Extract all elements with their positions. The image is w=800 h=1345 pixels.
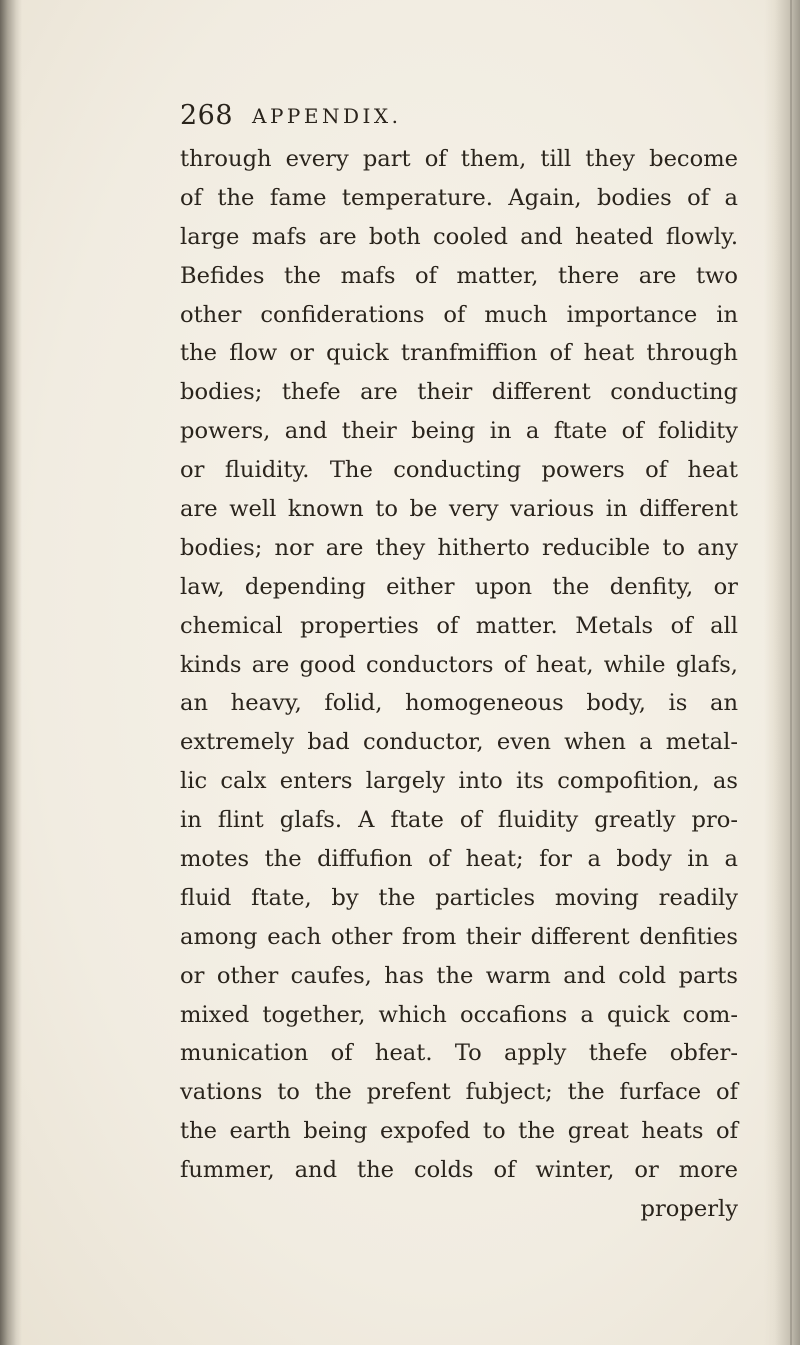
text-line: mixed together, which occafions a quick com- (180, 1001, 738, 1028)
text-line: large mafs are both cooled and heated flowly. (180, 223, 738, 250)
text-line: bodies; nor are they hitherto reducible to any (180, 534, 738, 561)
text-line: through every part of them, till they become (180, 146, 738, 172)
text-line: bodies; thefe are their different conducting (180, 379, 738, 406)
text-line: extremely bad conductor, even when a metal- (180, 729, 738, 756)
text-line: law, depending either upon the denfity, or (180, 573, 738, 600)
text-line: of the fame temperature. Again, bodies of a (180, 184, 738, 211)
text-line: motes the diffufion of heat; for a body in a (180, 846, 738, 873)
page-number: 268 (180, 100, 234, 131)
text-line: fummer, and the colds of winter, or more (180, 1157, 738, 1184)
text-line: lic calx enters largely into its compofition, as (180, 768, 738, 795)
page-header (180, 100, 740, 140)
text-line: in flint glafs. A ftate of fluidity greatly pro- (180, 807, 738, 834)
page-edge-shadow (764, 0, 800, 1345)
text-line: an heavy, folid, homogeneous body, is an (180, 690, 738, 717)
text-line: other confiderations of much importance in (180, 301, 738, 328)
text-line: or fluidity. The conducting powers of heat (180, 457, 738, 484)
text-line: are well known to be very various in different (180, 496, 738, 523)
text-line: kinds are good conductors of heat, while glafs, (180, 651, 738, 678)
catchword: properly (640, 1196, 738, 1223)
text-line: vations to the prefent fubject; the furface of (180, 1079, 738, 1106)
running-head: APPENDIX. (252, 104, 402, 128)
page-edge-line (790, 0, 792, 1345)
text-line: the earth being expofed to the great heats of (180, 1118, 738, 1145)
text-line: powers, and their being in a ftate of folidity (180, 418, 738, 445)
text-line: the flow or quick tranfmiffion of heat through (180, 340, 738, 367)
binding-shadow (0, 0, 22, 1345)
body-text (180, 140, 738, 1310)
text-line: Befides the mafs of matter, there are two (180, 262, 738, 289)
text-line: munication of heat. To apply thefe obfer- (180, 1040, 738, 1067)
text-line: chemical properties of matter. Metals of all (180, 612, 738, 639)
text-line: fluid ftate, by the particles moving readily (180, 884, 738, 911)
text-line: among each other from their different denfities (180, 923, 738, 950)
text-line: or other caufes, has the warm and cold parts (180, 962, 738, 989)
